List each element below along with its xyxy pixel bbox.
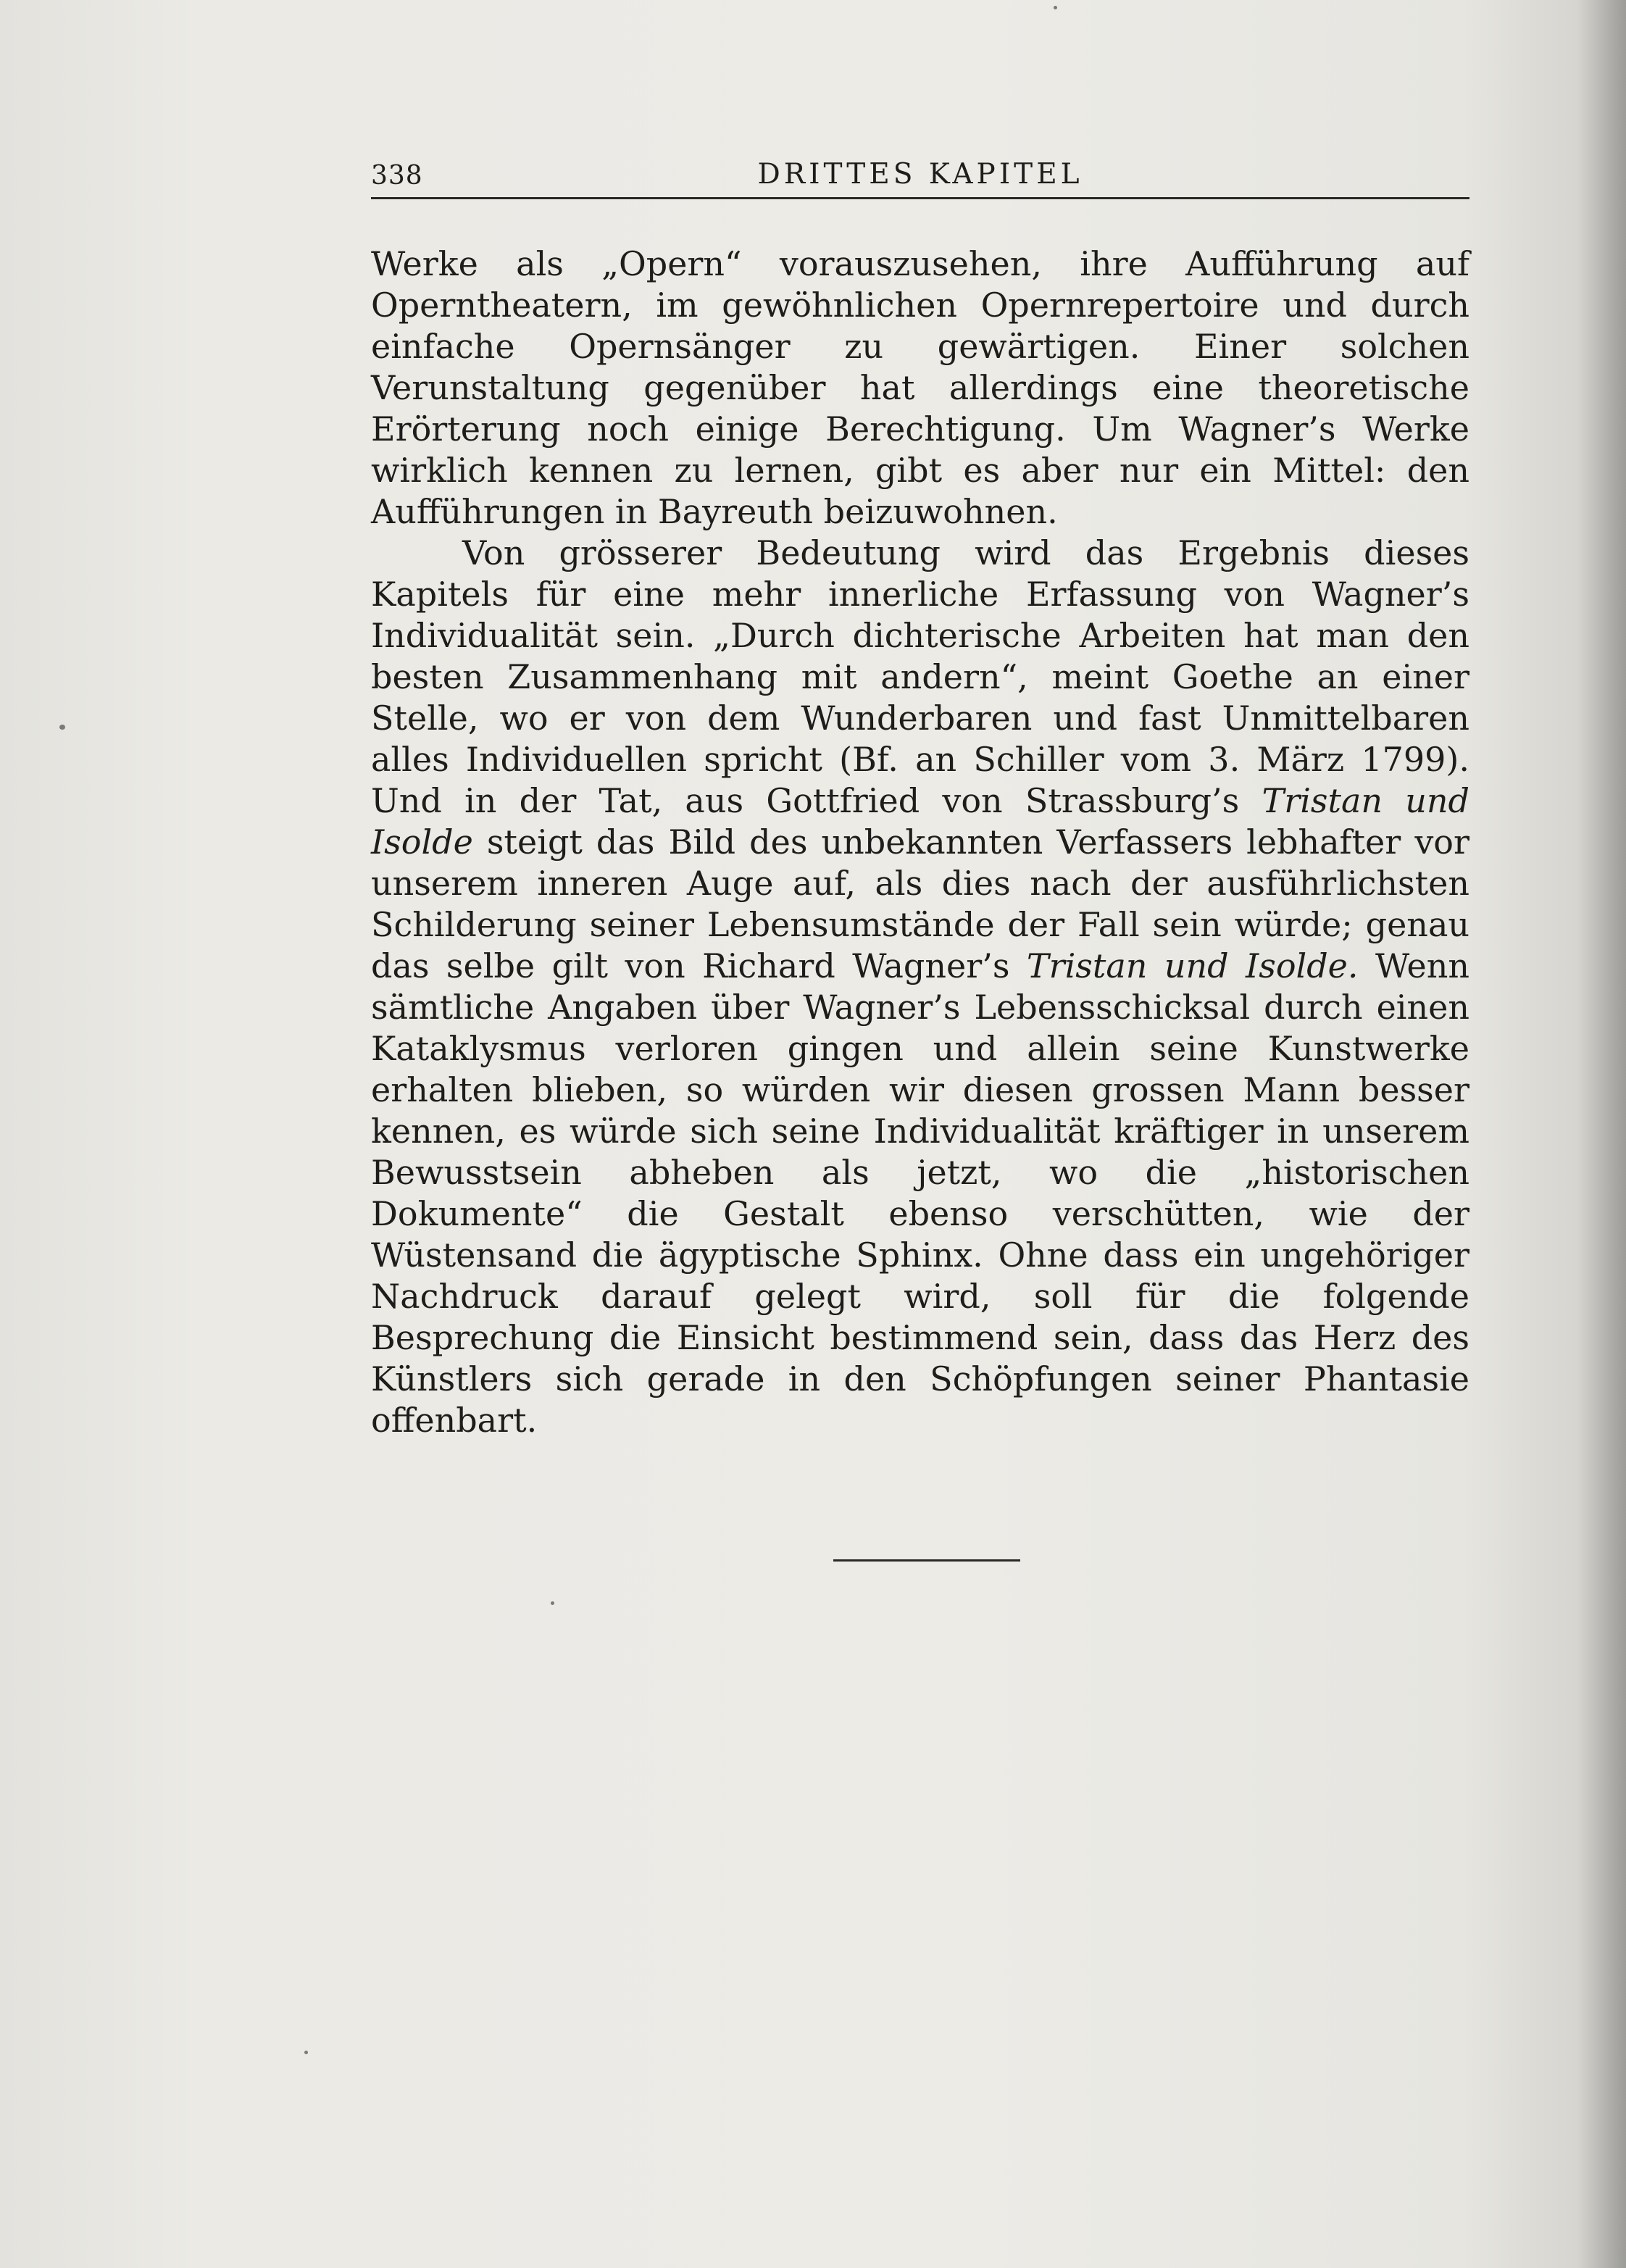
end-of-chapter-rule bbox=[833, 1559, 1020, 1562]
paper-speck bbox=[304, 2051, 308, 2054]
paragraph-2-text-2: steigt das Bild des unbekannten Verfassers lebhafter vor unserem inneren Auge auf, als dies nach der ausführlichsten Schilderung seiner Lebensumstände der Fall sein würde; genau das selbe gilt von Richard Wagner’s bbox=[371, 822, 1469, 985]
work-title-italic: Tristan und Isolde. bbox=[1026, 946, 1359, 985]
paper-speck bbox=[1054, 6, 1057, 9]
paper-speck bbox=[59, 725, 65, 730]
body-text bbox=[371, 243, 1469, 1441]
running-head bbox=[371, 155, 1469, 199]
paragraph-2-text-3: Wenn sämtliche Angaben über Wagner’s Lebensschicksal durch einen Kataklysmus verloren gingen und allein seine Kunstwerke erhalten blieben, so würden wir diesen grossen Mann besser kennen, es würde sich seine Individualität kräftiger in unserem Bewusstsein abheben als jetzt, wo die „historischen Dokumente“ die Gestalt ebenso verschütten, wie der Wüstensand die ägyptische Sphinx. Ohne dass ein ungehöriger Nachdruck darauf gelegt wird, soll für die folgende Besprechung die Einsicht bestimmend sein, dass das Herz des Künstlers sich gerade in den Schöpfungen seiner Phantasie offenbart. bbox=[371, 946, 1469, 1440]
chapter-title: DRITTES KAPITEL bbox=[757, 158, 1083, 191]
paragraph-2-text-1: Von grösserer Bedeutung wird das Ergebnis dieses Kapitels für eine mehr innerliche Erfassung von Wagner’s Individualität sein. „Durch dichterische Arbeiten hat man den besten Zusammenhang mit andern“, meint Goethe an einer Stelle, wo er von dem Wunderbaren und fast Unmittelbaren alles Individuellen spricht (Bf. an Schiller vom 3. März 1799). Und in der Tat, aus Gottfried von Strassburg’s bbox=[371, 533, 1469, 820]
header-rule bbox=[371, 197, 1469, 199]
paragraph-1 bbox=[371, 243, 1469, 533]
paper-speck bbox=[551, 1601, 554, 1605]
work-title-italic: Tristan und Isolde bbox=[371, 781, 1469, 862]
page-number: 338 bbox=[371, 161, 423, 191]
paragraph-2 bbox=[371, 533, 1469, 1441]
paragraph-1-text: Werke als „Opern“ vorauszusehen, ihre Aufführung auf Operntheatern, im gewöhnlichen Opernrepertoire und durch einfache Opernsänger zu gewärtigen. Einer solchen Verunstaltung gegenüber hat allerdings eine theoretische Erörterung noch einige Berechtigung. Um Wagner’s Werke wirklich kennen zu lernen, gibt es aber nur ein Mittel: den Aufführungen in Bayreuth beizuwohnen. bbox=[371, 244, 1469, 531]
